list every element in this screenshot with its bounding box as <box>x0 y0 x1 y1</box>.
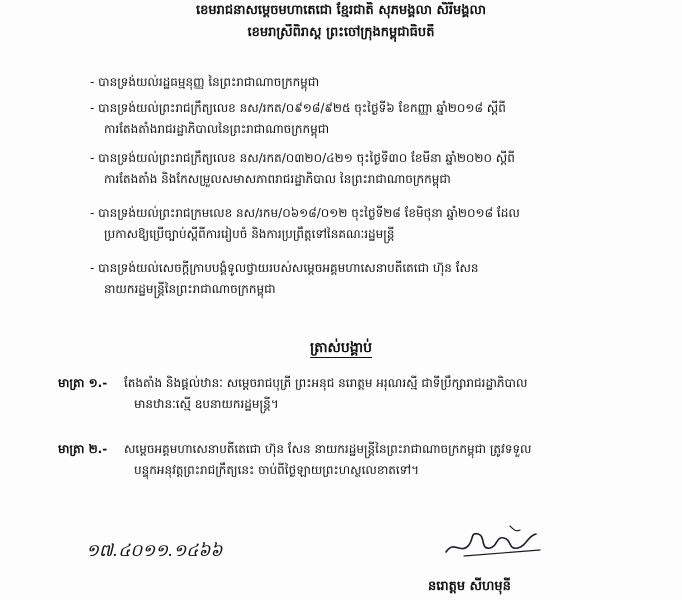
royal-signature <box>440 520 560 560</box>
article-body <box>124 373 674 415</box>
consideration-line: - បានទ្រង់យល់រដ្ឋធម្មនុញ្ញ នៃព្រះរាជាណាចក្រកម្ពុជា <box>90 75 320 89</box>
consideration-line: - បានទ្រង់យល់ព្រះរាជក្រឹត្យលេខ នស/រកត/០៩១៨/៩២៥ ចុះថ្ងៃទី៦ ខែកញ្ញា ឆ្នាំ២០១៨ ស្តីពី <box>90 101 506 115</box>
consideration-item <box>90 258 660 300</box>
decree-title-text: ត្រាស់បង្គាប់ <box>310 340 372 356</box>
header-line-1: ខេមរាជនាសម្ដេចមហាតេជោ ខ្មែរជាតិ សុភមង្គលា សិរីមង្គលា <box>195 3 487 18</box>
article-line: សម្តេចអគ្គមហាសេនាបតីតេជោ ហ៊ុន សែន នាយករដ្ឋមន្ត្រីនៃព្រះរាជាណាចក្រកម្ពុជា ត្រូវទទួល <box>124 442 532 456</box>
article-line: តែងតាំង និងផ្តល់ឋានៈ សម្តេចរាជបុត្រី ព្រះអនុជ នរោត្តម អរុណរស្មី ជាទីប្រឹក្សារាជរដ្ឋាភិបាល <box>124 376 528 390</box>
handwritten-date: ១៧.៤០១១.១៤៦៦ <box>86 541 223 561</box>
consideration-line: - បានទ្រង់យល់ព្រះរាជក្រមលេខ នស/រកម/០៦១៨/០១២ ចុះថ្ងៃទី២៨ ខែមិថុនា ឆ្នាំ២០១៨ ដែល <box>90 206 520 220</box>
article-line: មានឋានៈស្មើ ឧបនាយករដ្ឋមន្ត្រី។ <box>134 397 279 411</box>
article-body <box>124 439 674 481</box>
consideration-line: - បានទ្រង់យល់សេចក្តីក្រាបបង្គំទូលថ្វាយរបស់សម្តេចអគ្គមហាសេនាបតីតេជោ ហ៊ុន សែន <box>90 261 479 275</box>
decree-title <box>0 338 682 359</box>
consideration-line: ការតែងតាំង និងកែសម្រួលសមាសភាពរាជរដ្ឋាភិបាល នៃព្រះរាជាណាចក្រកម្ពុជា <box>104 172 451 186</box>
article-line: បន្ទុកអនុវត្តព្រះរាជក្រឹត្យនេះ ចាប់ពីថ្ងៃឡាយព្រះហស្ថលេខាតទៅ។ <box>134 463 420 477</box>
consideration-line: - បានទ្រង់យល់ព្រះរាជក្រឹត្យលេខ នស/រកត/០៣២០/៤២១ ចុះថ្ងៃទី៣០ ខែមីនា ឆ្នាំ២០២០ ស្តីពី <box>90 151 515 165</box>
consideration-line: នាយករដ្ឋមន្ត្រីនៃព្រះរាជាណាចក្រកម្ពុជា <box>104 282 276 296</box>
consideration-line: ប្រកាសឱ្យប្រើច្បាប់ស្តីពីការរៀបចំ និងការប្រព្រឹត្តទៅនៃគណៈរដ្ឋមន្ត្រី <box>104 227 395 241</box>
header-line-2: ខេមរាស្រីពិរាស្ត ព្រះចៅក្រុងកម្ពុជាធិបតី <box>247 25 435 40</box>
consideration-item <box>90 148 660 190</box>
consideration-line: ការតែងតាំងរាជរដ្ឋាភិបាលនៃព្រះរាជាណាចក្រកម្ពុជា <box>104 122 330 136</box>
consideration-item <box>90 98 660 140</box>
article-label: មាត្រា ១.- <box>58 376 108 390</box>
article-label: មាត្រា ២.- <box>58 442 108 456</box>
signer-name: នរោត្តម សីហមុនី <box>428 579 511 594</box>
consideration-item <box>90 203 660 245</box>
consideration-item <box>90 72 660 93</box>
